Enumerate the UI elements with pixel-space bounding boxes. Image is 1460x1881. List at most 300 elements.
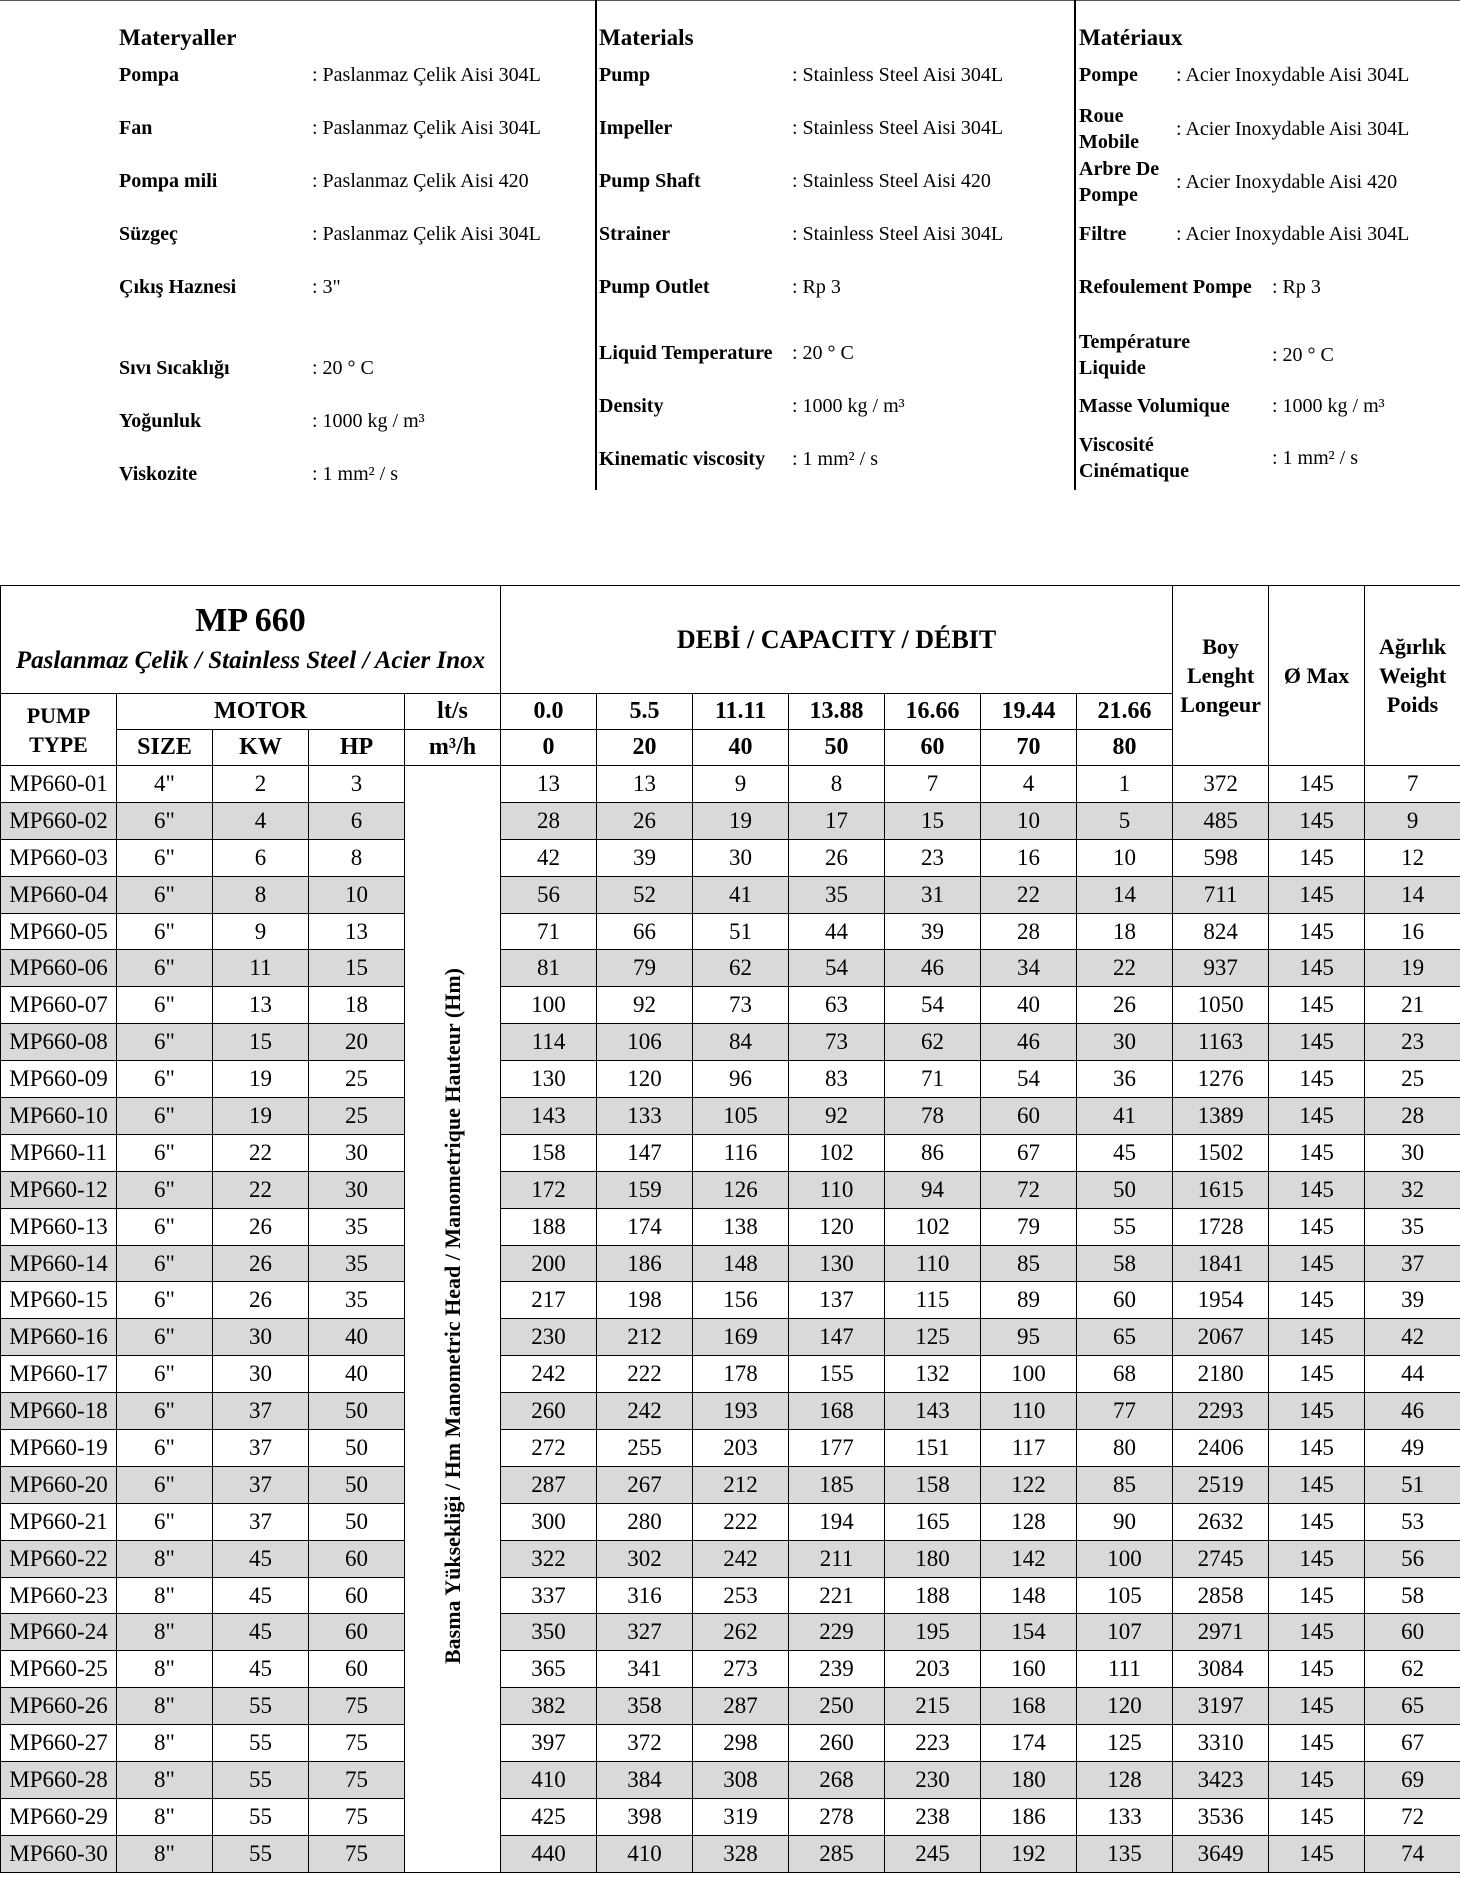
head-value-cell: 260 [501, 1393, 597, 1430]
head-value-cell: 94 [885, 1171, 981, 1208]
head-value-cell: 143 [885, 1393, 981, 1430]
head-value-cell: 242 [597, 1393, 693, 1430]
size-cell: 8" [117, 1798, 213, 1835]
kw-cell: 55 [213, 1762, 309, 1799]
length-cell: 3536 [1173, 1798, 1269, 1835]
length-cell: 2858 [1173, 1577, 1269, 1614]
head-value-cell: 120 [597, 1061, 693, 1098]
head-value-cell: 65 [1077, 1319, 1173, 1356]
material-label: Pompa [119, 64, 179, 86]
size-cell: 8" [117, 1540, 213, 1577]
head-value-cell: 328 [693, 1835, 789, 1872]
omax-cell: 145 [1269, 1319, 1365, 1356]
table-row [1, 1282, 1460, 1319]
head-value-cell: 95 [981, 1319, 1077, 1356]
hp-cell: 30 [309, 1134, 405, 1171]
head-value-cell: 155 [789, 1356, 885, 1393]
weight-cell: 37 [1365, 1245, 1460, 1282]
table-row [1, 802, 1460, 839]
material-label: Strainer [599, 223, 671, 245]
head-value-cell: 198 [597, 1282, 693, 1319]
length-cell: 485 [1173, 802, 1269, 839]
capacity-header: DEBİ / CAPACITY / DÉBIT [501, 586, 1173, 694]
lts-value: 13.88 [789, 694, 885, 730]
material-value: : 20 ° C [312, 357, 374, 379]
head-value-cell: 130 [789, 1245, 885, 1282]
head-value-cell: 186 [981, 1798, 1077, 1835]
size-cell: 6" [117, 1024, 213, 1061]
head-value-cell: 26 [1077, 987, 1173, 1024]
head-value-cell: 273 [693, 1651, 789, 1688]
weight-cell: 39 [1365, 1282, 1460, 1319]
head-value-cell: 22 [1077, 950, 1173, 987]
head-value-cell: 185 [789, 1466, 885, 1503]
head-value-cell: 73 [693, 987, 789, 1024]
hp-cell: 3 [309, 766, 405, 803]
lts-header: lt/s [405, 694, 501, 730]
head-value-cell: 188 [885, 1577, 981, 1614]
material-value: : Stainless Steel Aisi 304L [792, 117, 1004, 139]
omax-cell: 145 [1269, 1245, 1365, 1282]
pump-type-cell: MP660-01 [1, 766, 117, 803]
hp-cell: 50 [309, 1430, 405, 1467]
weight-cell: 74 [1365, 1835, 1460, 1872]
head-value-cell: 410 [501, 1762, 597, 1799]
head-value-cell: 9 [693, 766, 789, 803]
size-cell: 6" [117, 1282, 213, 1319]
head-value-cell: 217 [501, 1282, 597, 1319]
size-cell: 6" [117, 1393, 213, 1430]
length-cell: 1050 [1173, 987, 1269, 1024]
head-value-cell: 16 [981, 839, 1077, 876]
head-value-cell: 327 [597, 1614, 693, 1651]
material-value: : 1000 kg / m³ [312, 410, 425, 432]
head-value-cell: 177 [789, 1430, 885, 1467]
pump-type-cell: MP660-16 [1, 1319, 117, 1356]
head-value-cell: 298 [693, 1725, 789, 1762]
head-value-cell: 358 [597, 1688, 693, 1725]
kw-header: KW [213, 730, 309, 766]
head-value-cell: 92 [597, 987, 693, 1024]
omax-cell: 145 [1269, 1134, 1365, 1171]
table-row [1, 1208, 1460, 1245]
m3h-value: 0 [501, 730, 597, 766]
length-cell: 2406 [1173, 1430, 1269, 1467]
length-cell: 2519 [1173, 1466, 1269, 1503]
omax-cell: 145 [1269, 1466, 1365, 1503]
head-value-cell: 114 [501, 1024, 597, 1061]
head-value-cell: 110 [789, 1171, 885, 1208]
head-value-cell: 172 [501, 1171, 597, 1208]
head-value-cell: 211 [789, 1540, 885, 1577]
length-cell: 1163 [1173, 1024, 1269, 1061]
head-value-cell: 168 [981, 1688, 1077, 1725]
head-value-cell: 39 [597, 839, 693, 876]
weight-cell: 67 [1365, 1725, 1460, 1762]
material-value: : Stainless Steel Aisi 420 [792, 170, 991, 192]
head-value-cell: 10 [1077, 839, 1173, 876]
kw-cell: 45 [213, 1577, 309, 1614]
size-cell: 8" [117, 1835, 213, 1872]
head-value-cell: 229 [789, 1614, 885, 1651]
material-value: : Paslanmaz Çelik Aisi 304L [312, 117, 541, 139]
head-value-cell: 90 [1077, 1503, 1173, 1540]
head-value-cell: 193 [693, 1393, 789, 1430]
head-value-cell: 10 [981, 802, 1077, 839]
length-cell: 372 [1173, 766, 1269, 803]
hp-cell: 60 [309, 1651, 405, 1688]
weight-cell: 56 [1365, 1540, 1460, 1577]
head-value-cell: 302 [597, 1540, 693, 1577]
m3h-value: 80 [1077, 730, 1173, 766]
pump-type-cell: MP660-10 [1, 1098, 117, 1135]
table-row [1, 1024, 1460, 1061]
table-row [1, 1540, 1460, 1577]
omax-cell: 145 [1269, 802, 1365, 839]
omax-cell: 145 [1269, 876, 1365, 913]
table-row [1, 1503, 1460, 1540]
head-value-cell: 138 [693, 1208, 789, 1245]
table-row [1, 1651, 1460, 1688]
m3h-header: m³/h [405, 730, 501, 766]
hp-cell: 50 [309, 1393, 405, 1430]
omax-cell: 145 [1269, 913, 1365, 950]
pump-type-cell: MP660-23 [1, 1577, 117, 1614]
length-cell: 598 [1173, 839, 1269, 876]
lts-value: 5.5 [597, 694, 693, 730]
pump-type-cell: MP660-08 [1, 1024, 117, 1061]
pump-type-cell: MP660-04 [1, 876, 117, 913]
weight-cell: 12 [1365, 839, 1460, 876]
head-value-cell: 341 [597, 1651, 693, 1688]
head-value-cell: 278 [789, 1798, 885, 1835]
head-value-cell: 30 [1077, 1024, 1173, 1061]
hp-cell: 35 [309, 1245, 405, 1282]
head-value-cell: 319 [693, 1798, 789, 1835]
length-cell: 2293 [1173, 1393, 1269, 1430]
material-label: Température Liquide [1079, 331, 1191, 379]
kw-cell: 15 [213, 1024, 309, 1061]
hp-cell: 8 [309, 839, 405, 876]
material-label: Pompa mili [119, 170, 218, 192]
head-value-cell: 120 [789, 1208, 885, 1245]
materials-section [0, 0, 1460, 585]
length-cell: 3197 [1173, 1688, 1269, 1725]
head-value-cell: 174 [981, 1725, 1077, 1762]
hp-cell: 25 [309, 1098, 405, 1135]
omax-cell: 145 [1269, 950, 1365, 987]
head-value-cell: 117 [981, 1430, 1077, 1467]
pump-type-cell: MP660-06 [1, 950, 117, 987]
omax-cell: 145 [1269, 1651, 1365, 1688]
head-value-cell: 372 [597, 1725, 693, 1762]
head-value-cell: 79 [597, 950, 693, 987]
pump-type-cell: MP660-25 [1, 1651, 117, 1688]
size-cell: 6" [117, 1319, 213, 1356]
material-value: : 1 mm² / s [1272, 447, 1359, 469]
pump-type-cell: MP660-28 [1, 1762, 117, 1799]
head-value-cell: 245 [885, 1835, 981, 1872]
pump-type-cell: MP660-02 [1, 802, 117, 839]
omax-cell: 145 [1269, 1503, 1365, 1540]
head-value-cell: 26 [789, 839, 885, 876]
material-value: : 1000 kg / m³ [1272, 395, 1385, 417]
head-value-cell: 122 [981, 1466, 1077, 1503]
head-value-cell: 238 [885, 1798, 981, 1835]
weight-cell: 19 [1365, 950, 1460, 987]
material-label: Süzgeç [119, 223, 178, 245]
pump-type-cell: MP660-03 [1, 839, 117, 876]
head-value-cell: 85 [1077, 1466, 1173, 1503]
head-value-cell: 22 [981, 876, 1077, 913]
kw-cell: 30 [213, 1356, 309, 1393]
weight-cell: 28 [1365, 1098, 1460, 1135]
omax-cell: 145 [1269, 1577, 1365, 1614]
head-value-cell: 280 [597, 1503, 693, 1540]
weight-cell: 60 [1365, 1614, 1460, 1651]
lts-value: 19.44 [981, 694, 1077, 730]
kw-cell: 19 [213, 1061, 309, 1098]
head-value-cell: 14 [1077, 876, 1173, 913]
pump-type-cell: MP660-13 [1, 1208, 117, 1245]
hp-cell: 75 [309, 1762, 405, 1799]
material-value: : 1 mm² / s [792, 448, 879, 470]
pump-type-cell: MP660-11 [1, 1134, 117, 1171]
omax-cell: 145 [1269, 1061, 1365, 1098]
model-title: MP 660 [195, 601, 306, 639]
hp-cell: 20 [309, 1024, 405, 1061]
pump-type-cell: MP660-19 [1, 1430, 117, 1467]
size-cell: 6" [117, 1098, 213, 1135]
pump-type-cell: MP660-14 [1, 1245, 117, 1282]
head-value-cell: 268 [789, 1762, 885, 1799]
head-value-cell: 143 [501, 1098, 597, 1135]
size-cell: 6" [117, 802, 213, 839]
head-value-cell: 28 [981, 913, 1077, 950]
head-value-cell: 397 [501, 1725, 597, 1762]
head-value-cell: 169 [693, 1319, 789, 1356]
material-label: Refoulement Pompe [1079, 276, 1252, 298]
kw-cell: 26 [213, 1208, 309, 1245]
materials-english [599, 0, 1069, 490]
head-value-cell: 267 [597, 1466, 693, 1503]
column-divider [595, 0, 597, 490]
m3h-value: 60 [885, 730, 981, 766]
head-value-cell: 72 [981, 1171, 1077, 1208]
hp-cell: 13 [309, 913, 405, 950]
material-label: Viskozite [119, 463, 198, 485]
head-value-cell: 212 [597, 1319, 693, 1356]
material-value: : 20 ° C [1272, 344, 1334, 366]
length-cell: 1841 [1173, 1245, 1269, 1282]
material-label: Sıvı Sıcaklığı [119, 357, 230, 379]
hp-cell: 60 [309, 1540, 405, 1577]
head-value-cell: 230 [501, 1319, 597, 1356]
size-cell: 6" [117, 950, 213, 987]
head-value-cell: 195 [885, 1614, 981, 1651]
size-cell: 6" [117, 913, 213, 950]
material-value: : 20 ° C [792, 342, 854, 364]
hp-cell: 10 [309, 876, 405, 913]
head-value-cell: 188 [501, 1208, 597, 1245]
length-cell: 1954 [1173, 1282, 1269, 1319]
model-title-cell [1, 586, 501, 694]
size-cell: 6" [117, 1171, 213, 1208]
omax-cell: 145 [1269, 1725, 1365, 1762]
head-value-cell: 239 [789, 1651, 885, 1688]
table-row [1, 1171, 1460, 1208]
table-row [1, 1762, 1460, 1799]
weight-cell: 7 [1365, 766, 1460, 803]
length-cell: 711 [1173, 876, 1269, 913]
kw-cell: 13 [213, 987, 309, 1024]
head-value-cell: 440 [501, 1835, 597, 1872]
head-value-cell: 180 [885, 1540, 981, 1577]
head-value-cell: 142 [981, 1540, 1077, 1577]
omax-cell: 145 [1269, 1024, 1365, 1061]
head-value-cell: 45 [1077, 1134, 1173, 1171]
materials-heading: Materials [599, 25, 694, 50]
head-value-cell: 322 [501, 1540, 597, 1577]
table-row [1, 876, 1460, 913]
head-value-cell: 230 [885, 1762, 981, 1799]
length-cell: 2632 [1173, 1503, 1269, 1540]
head-value-cell: 111 [1077, 1651, 1173, 1688]
head-value-cell: 106 [597, 1024, 693, 1061]
material-value: : 1 mm² / s [312, 463, 399, 485]
size-header: SIZE [117, 730, 213, 766]
material-value: : Acier Inoxydable Aisi 420 [1176, 171, 1398, 193]
column-divider [1074, 0, 1076, 490]
head-value-cell: 222 [693, 1503, 789, 1540]
weight-cell: 21 [1365, 987, 1460, 1024]
head-value-cell: 221 [789, 1577, 885, 1614]
head-value-cell: 89 [981, 1282, 1077, 1319]
length-cell: 3084 [1173, 1651, 1269, 1688]
head-value-cell: 159 [597, 1171, 693, 1208]
materials-heading: Matériaux [1079, 25, 1183, 50]
weight-cell: 51 [1365, 1466, 1460, 1503]
head-value-cell: 28 [501, 802, 597, 839]
pump-type-cell: MP660-30 [1, 1835, 117, 1872]
size-cell: 6" [117, 1208, 213, 1245]
head-value-cell: 156 [693, 1282, 789, 1319]
head-value-cell: 54 [789, 950, 885, 987]
lts-value: 11.11 [693, 694, 789, 730]
head-value-cell: 365 [501, 1651, 597, 1688]
head-value-cell: 285 [789, 1835, 885, 1872]
kw-cell: 45 [213, 1540, 309, 1577]
head-value-cell: 100 [501, 987, 597, 1024]
head-value-cell: 222 [597, 1356, 693, 1393]
weight-cell: 58 [1365, 1577, 1460, 1614]
omax-cell: 145 [1269, 1798, 1365, 1835]
material-label: Yoğunluk [119, 410, 202, 432]
table-row [1, 1430, 1460, 1467]
size-cell: 6" [117, 839, 213, 876]
head-value-cell: 102 [885, 1208, 981, 1245]
weight-cell: 53 [1365, 1503, 1460, 1540]
materials-turkish [119, 0, 589, 490]
weight-header: Ağırlık Weight Poids [1365, 586, 1460, 766]
size-cell: 8" [117, 1651, 213, 1688]
material-value: : Acier Inoxydable Aisi 304L [1176, 64, 1410, 86]
head-value-cell: 135 [1077, 1835, 1173, 1872]
material-value: : 3" [312, 276, 341, 298]
head-value-cell: 85 [981, 1245, 1077, 1282]
head-value-cell: 100 [981, 1356, 1077, 1393]
m3h-value: 70 [981, 730, 1077, 766]
kw-cell: 30 [213, 1319, 309, 1356]
pump-type-cell: MP660-05 [1, 913, 117, 950]
head-value-cell: 41 [693, 876, 789, 913]
weight-cell: 16 [1365, 913, 1460, 950]
head-value-cell: 17 [789, 802, 885, 839]
head-value-cell: 5 [1077, 802, 1173, 839]
table-row [1, 1245, 1460, 1282]
head-value-cell: 287 [501, 1466, 597, 1503]
size-cell: 6" [117, 1134, 213, 1171]
head-value-cell: 79 [981, 1208, 1077, 1245]
head-value-cell: 192 [981, 1835, 1077, 1872]
head-value-cell: 77 [1077, 1393, 1173, 1430]
pump-type-cell: MP660-18 [1, 1393, 117, 1430]
boy-header: Boy Lenght Longeur [1173, 586, 1269, 766]
head-value-cell: 15 [885, 802, 981, 839]
table-row [1, 1614, 1460, 1651]
hp-header: HP [309, 730, 405, 766]
head-value-cell: 384 [597, 1762, 693, 1799]
weight-cell: 44 [1365, 1356, 1460, 1393]
hp-cell: 35 [309, 1282, 405, 1319]
head-value-cell: 80 [1077, 1430, 1173, 1467]
length-cell: 3310 [1173, 1725, 1269, 1762]
size-cell: 6" [117, 1430, 213, 1467]
lts-value: 0.0 [501, 694, 597, 730]
head-value-cell: 63 [789, 987, 885, 1024]
kw-cell: 55 [213, 1725, 309, 1762]
pump-type-cell: MP660-17 [1, 1356, 117, 1393]
head-value-cell: 126 [693, 1171, 789, 1208]
head-value-cell: 1 [1077, 766, 1173, 803]
material-value: : Stainless Steel Aisi 304L [792, 64, 1004, 86]
omax-cell: 145 [1269, 1540, 1365, 1577]
head-value-cell: 66 [597, 913, 693, 950]
size-cell: 6" [117, 1061, 213, 1098]
pump-type-cell: MP660-07 [1, 987, 117, 1024]
size-cell: 6" [117, 876, 213, 913]
head-value-cell: 133 [597, 1098, 693, 1135]
pump-type-header: PUMP TYPE [1, 694, 117, 766]
table-row [1, 1098, 1460, 1135]
kw-cell: 45 [213, 1614, 309, 1651]
head-value-cell: 8 [789, 766, 885, 803]
head-value-cell: 158 [501, 1134, 597, 1171]
head-value-cell: 31 [885, 876, 981, 913]
pump-type-cell: MP660-27 [1, 1725, 117, 1762]
size-cell: 6" [117, 1245, 213, 1282]
head-value-cell: 262 [693, 1614, 789, 1651]
head-value-cell: 71 [501, 913, 597, 950]
head-value-cell: 67 [981, 1134, 1077, 1171]
weight-cell: 14 [1365, 876, 1460, 913]
size-cell: 8" [117, 1688, 213, 1725]
head-value-cell: 107 [1077, 1614, 1173, 1651]
head-value-cell: 86 [885, 1134, 981, 1171]
pump-type-cell: MP660-29 [1, 1798, 117, 1835]
weight-cell: 72 [1365, 1798, 1460, 1835]
hp-cell: 60 [309, 1577, 405, 1614]
